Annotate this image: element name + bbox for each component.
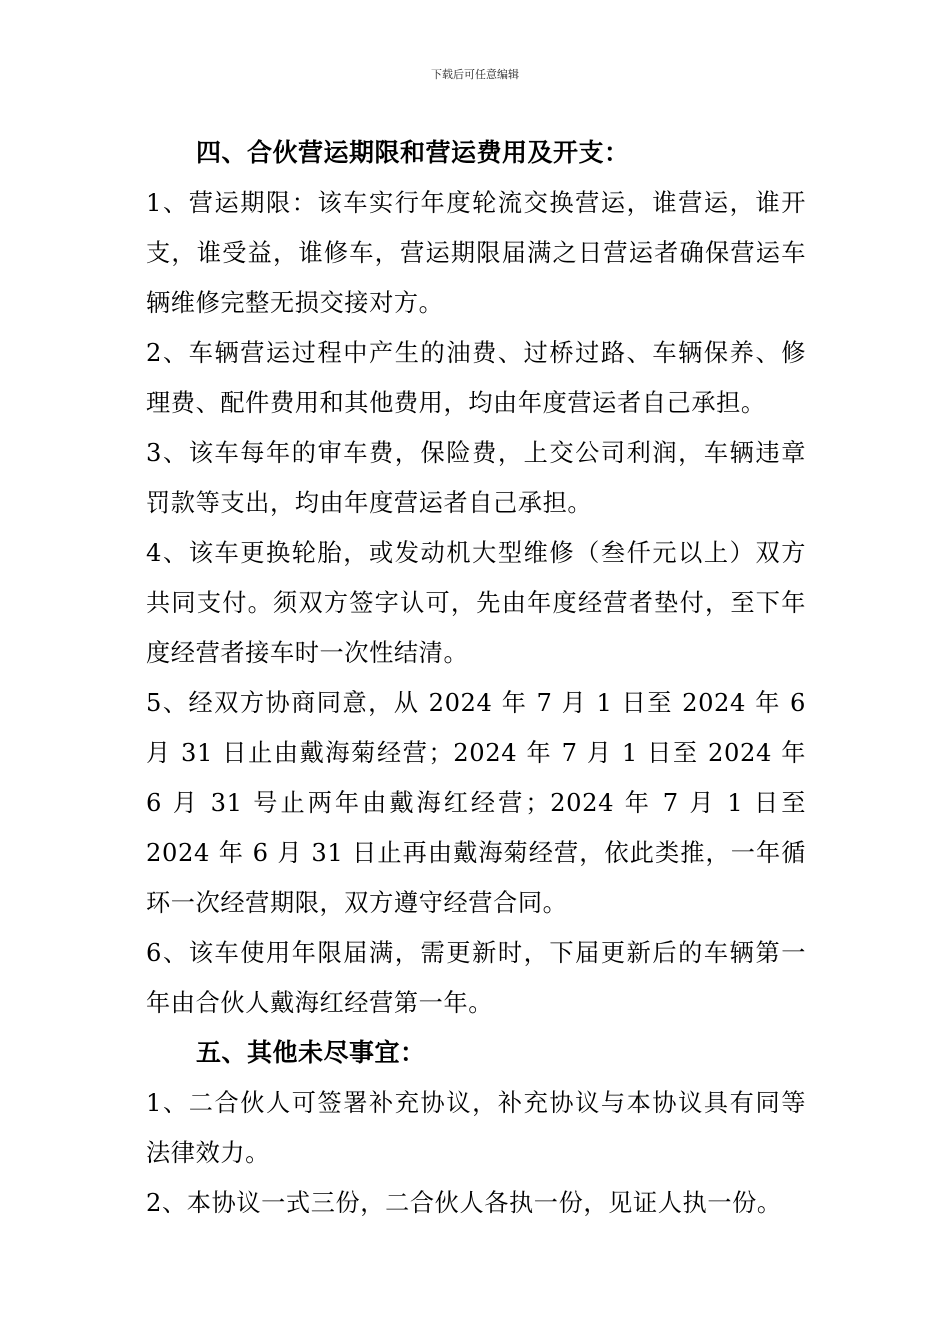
section-4-item-2: 2、车辆营运过程中产生的油费、过桥过路、车辆保养、修理费、配件费用和其他费用，均由年度营运者自己承担。: [146, 339, 806, 417]
section-4-item-6: 6、该车使用年限届满，需更新时，下届更新后的车辆第一年由合伙人戴海红经营第一年。: [146, 939, 806, 1017]
section-4-item-4: 4、该车更换轮胎，或发动机大型维修（叁仟元以上）双方共同支付。须双方签字认可，先由年度经营者垫付，至下年度经营者接车时一次性结清。: [146, 539, 806, 667]
page-header: 下载后可任意编辑: [431, 68, 519, 81]
section-5-heading: 五、其他未尽事宜：: [196, 1038, 426, 1067]
section-5-item-1: 1、二合伙人可签署补充协议，补充协议与本协议具有同等法律效力。: [146, 1089, 806, 1167]
section-4-item-5: 5、经双方协商同意，从 2024 年 7 月 1 日至 2024 年 6 月 31 日止由戴海菊经营；2024 年 7 月 1 日至 2024 年 6 月 31 号止两年由戴海红经营；2024 年 7 月 1 日至 2024 年 6 月 31 日止再由戴海菊经营，依此类推，一年循环一次经营期限，双方遵守经营合同。: [146, 689, 806, 917]
document-body: [146, 128, 806, 1228]
section-4-item-1: 1、营运期限：该车实行年度轮流交换营运，谁营运，谁开支，谁受益，谁修车，营运期限届满之日营运者确保营运车辆维修完整无损交接对方。: [146, 189, 806, 317]
section-5-item-2: 2、本协议一式三份，二合伙人各执一份，见证人执一份。: [146, 1189, 782, 1217]
section-4-item-3: 3、该车每年的审车费，保险费，上交公司利润，车辆违章罚款等支出，均由年度营运者自己承担。: [146, 439, 806, 517]
section-4-heading: 四、合伙营运期限和营运费用及开支：: [196, 138, 630, 167]
